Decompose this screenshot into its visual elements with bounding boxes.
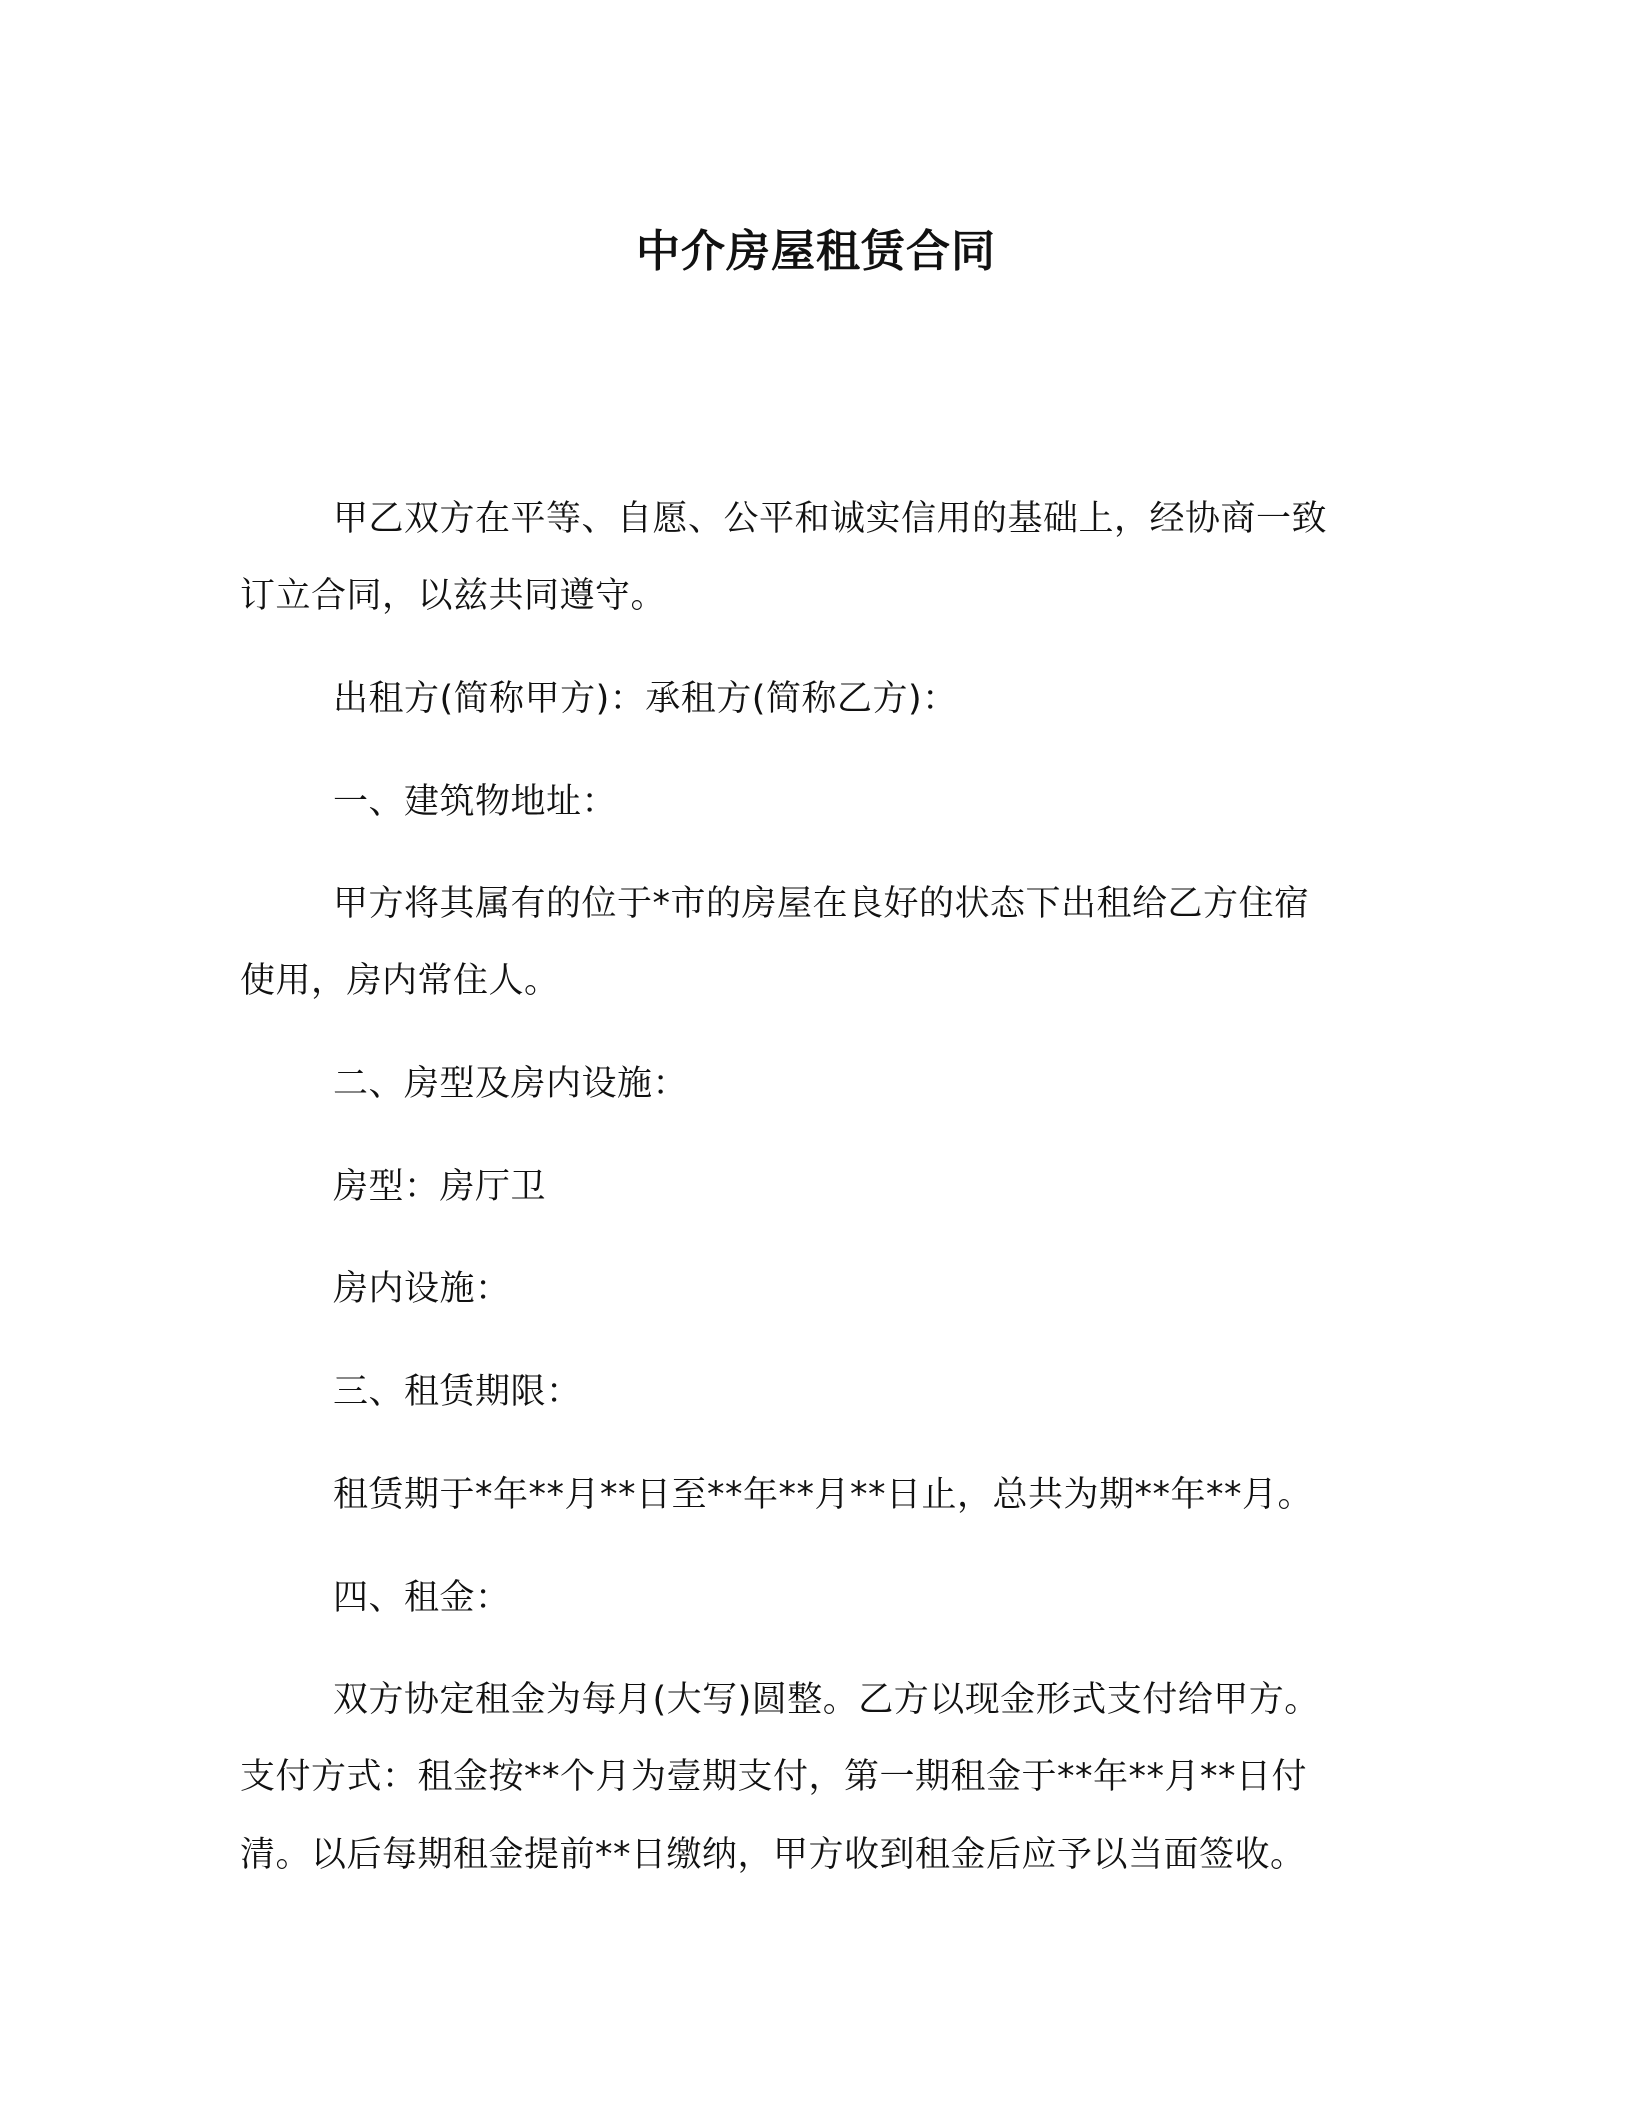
- section-heading-rent: 四、租金：: [333, 1578, 511, 1618]
- rent-text-line-3: 清。以后每期租金提前**日缴纳，甲方收到租金后应予以当面签收。: [240, 1835, 1306, 1875]
- paragraph-intro-line-2: 订立合同，以兹共同遵守。: [240, 576, 667, 616]
- room-type-line: 房型：房厅卫: [333, 1167, 547, 1207]
- section-heading-room-type: 二、房型及房内设施：: [333, 1064, 689, 1104]
- rent-text-line-2: 支付方式：租金按**个月为壹期支付，第一期租金于**年**月**日付: [240, 1757, 1308, 1797]
- facilities-line: 房内设施：: [333, 1269, 511, 1309]
- address-text-line-2: 使用，房内常住人。: [240, 961, 560, 1001]
- section-heading-lease-term: 三、租赁期限：: [333, 1372, 582, 1412]
- paragraph-intro-line-1: 甲乙双方在平等、自愿、公平和诚实信用的基础上，经协商一致: [333, 499, 1328, 539]
- section-heading-address: 一、建筑物地址：: [333, 782, 618, 822]
- address-text-line-1: 甲方将其属有的位于*市的房屋在良好的状态下出租给乙方住宿: [333, 884, 1310, 924]
- parties-line: 出租方(简称甲方)：承租方(简称乙方)：: [333, 679, 958, 719]
- lease-term-line: 租赁期于*年**月**日至**年**月**日止，总共为期**年**月。: [333, 1475, 1314, 1515]
- document-title: 中介房屋租赁合同: [636, 226, 996, 277]
- rent-text-line-1: 双方协定租金为每月(大写)圆整。乙方以现金形式支付给甲方。: [333, 1680, 1320, 1720]
